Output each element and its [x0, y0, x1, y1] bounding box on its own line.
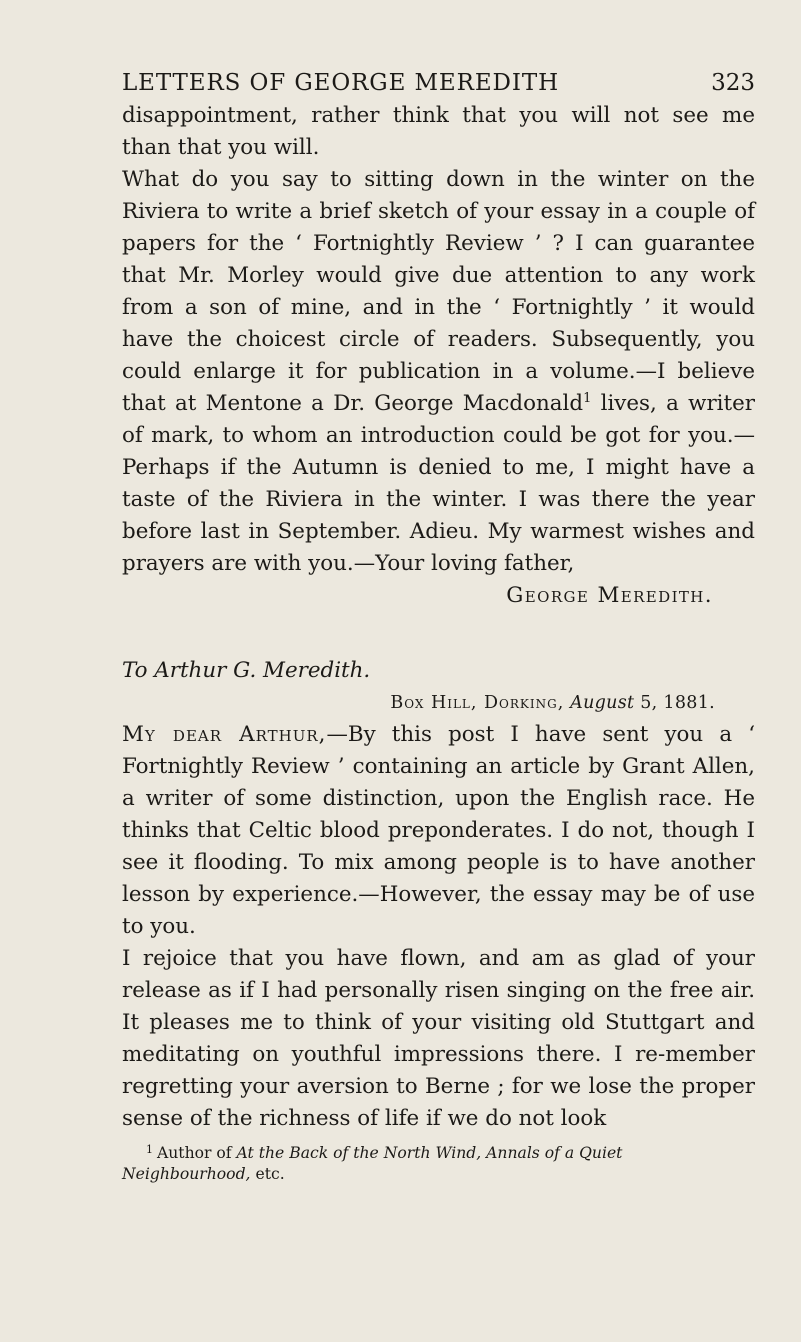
letter2-paragraph-2: I rejoice that you have flown, and am as glad of your release as if I had personally risen singing on the free air. It pleases me to think of your visiting old Stuttgart and meditating on youthful impressions there. I re-member regretting your aversion to Berne ; for we lose the proper sense of the richness of life if we do not look — [122, 946, 755, 1131]
letter1-paragraph-2-text-a: What do you say to sitting down in the winter on the Riviera to write a brief sketch of your essay in a couple of papers for the ‘ Fortnightly Review ’ ? I can guarantee that Mr. Morley would give due attention to any work from a son of mine, and in the ‘ Fortnightly ’ it would have the choicest circle of readers. Subsequently, you could enlarge it for publication in a volume.—I believe that at Mentone a Dr. George Macdonald — [122, 167, 755, 416]
letter2-address — [122, 687, 755, 719]
letter1-paragraph-2 — [122, 164, 755, 580]
letter2-salutation: My dear Arthur, — [122, 722, 327, 747]
footnote-text-a: Author of — [157, 1144, 237, 1162]
letter2-recipient: To Arthur G. Meredith. — [122, 658, 371, 683]
address-date: August — [570, 693, 635, 713]
footnote — [122, 1139, 755, 1185]
running-head-title: LETTERS OF GEORGE MEREDITH — [122, 70, 560, 96]
letter2-paragraph-1 — [122, 719, 755, 943]
running-head — [122, 0, 755, 100]
page-number: 323 — [711, 70, 755, 96]
letter1-signature: George Meredith. — [506, 583, 713, 608]
footnote-titles: At the Back of the North Wind, Annals of a Quiet Neighbourhood, — [122, 1144, 623, 1183]
address-year: 5, 1881. — [640, 693, 715, 713]
letter1-paragraph-1: disappointment, rather think that you will not see me than that you will. — [122, 103, 755, 160]
address-place: Box Hill, Dorking, — [390, 693, 565, 713]
footnote-mark: 1 — [146, 1143, 153, 1156]
letter2-paragraph-1-text: —By this post I have sent you a ‘ Fortnightly Review ’ containing an article by Grant Allen, a writer of some distinction, upon the English race. He thinks that Celtic blood preponderates. I do not, though I see it flooding. To mix among people is to have another lesson by experience.—However, the essay may be of use to you. — [122, 722, 755, 939]
body-text — [122, 100, 755, 1135]
footnote-reference: 1 — [583, 391, 592, 406]
letter1-paragraph-2-text-b: lives, a writer of mark, to whom an introduction could be got for you.—Perhaps if the Autumn is denied to me, I might have a taste of the Riviera in the winter. I was there the year before last in September. Adieu. My warmest wishes and prayers are with you.—Your loving father, — [122, 391, 755, 576]
footnote-text-b: etc. — [250, 1165, 285, 1183]
